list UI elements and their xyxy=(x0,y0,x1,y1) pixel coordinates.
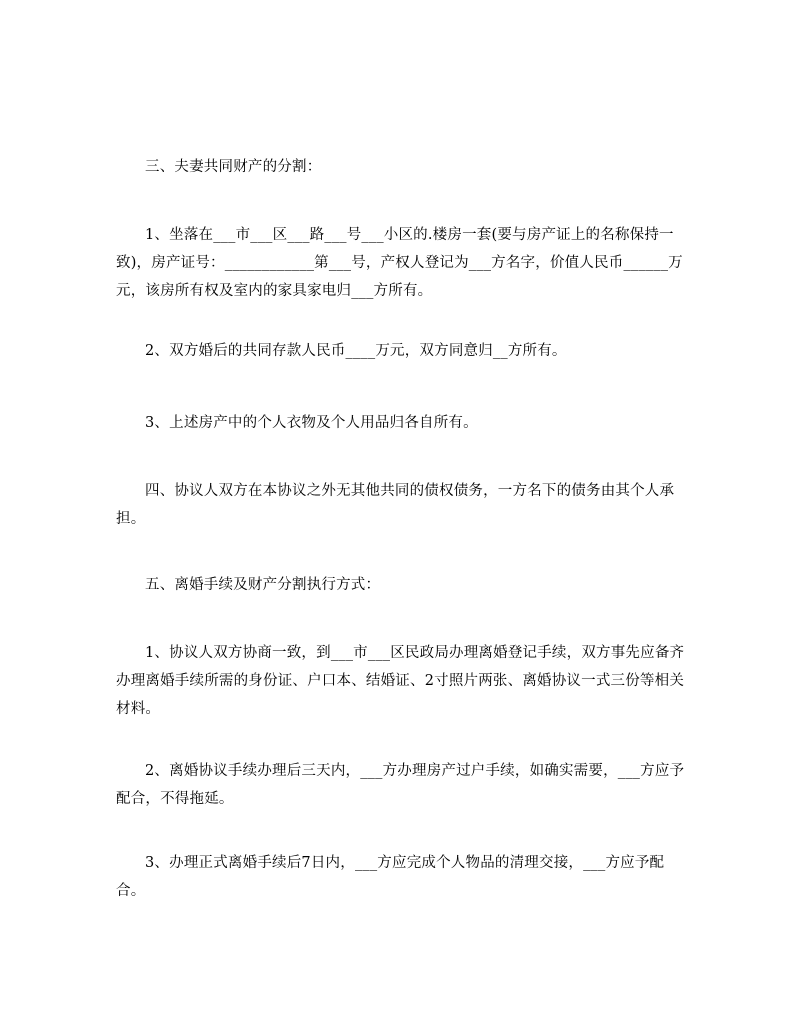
section-heading-procedures: 五、离婚手续及财产分割执行方式： xyxy=(145,576,381,593)
paragraph-property-transfer: 2、离婚协议手续办理后三天内，___方办理房产过户手续，如确实需要，___方应予配合，不得拖延。 xyxy=(116,762,685,807)
paragraph-house-allocation: 1、坐落在___市___区___路___号___小区的.楼房一套(要与房产证上的名称保持一致)，房产证号：____________第___号，产权人登记为___方名字，价值人民币______万元，该房所有权及室内的家具家电归___方所有。 xyxy=(116,226,683,299)
paragraph-registration: 1、协议人双方协商一致，到___市___区民政局办理离婚登记手续，双方事先应备齐办理离婚手续所需的身份证、户口本、结婚证、2寸照片两张、离婚协议一式三份等相关材料。 xyxy=(116,644,685,717)
section-heading-debts: 四、协议人双方在本协议之外无其他共同的债权债务，一方名下的债务由其个人承担。 xyxy=(116,482,675,527)
paragraph-belongings-handover: 3、办理正式离婚手续后7日内，___方应完成个人物品的清理交接，___方应予配合。 xyxy=(116,854,665,899)
paragraph-personal-items: 3、上述房产中的个人衣物及个人用品归各自所有。 xyxy=(145,414,478,431)
paragraph-deposit-allocation: 2、双方婚后的共同存款人民币____万元，双方同意归__方所有。 xyxy=(145,342,567,359)
section-heading-property-division: 三、夫妻共同财产的分割： xyxy=(145,158,322,175)
